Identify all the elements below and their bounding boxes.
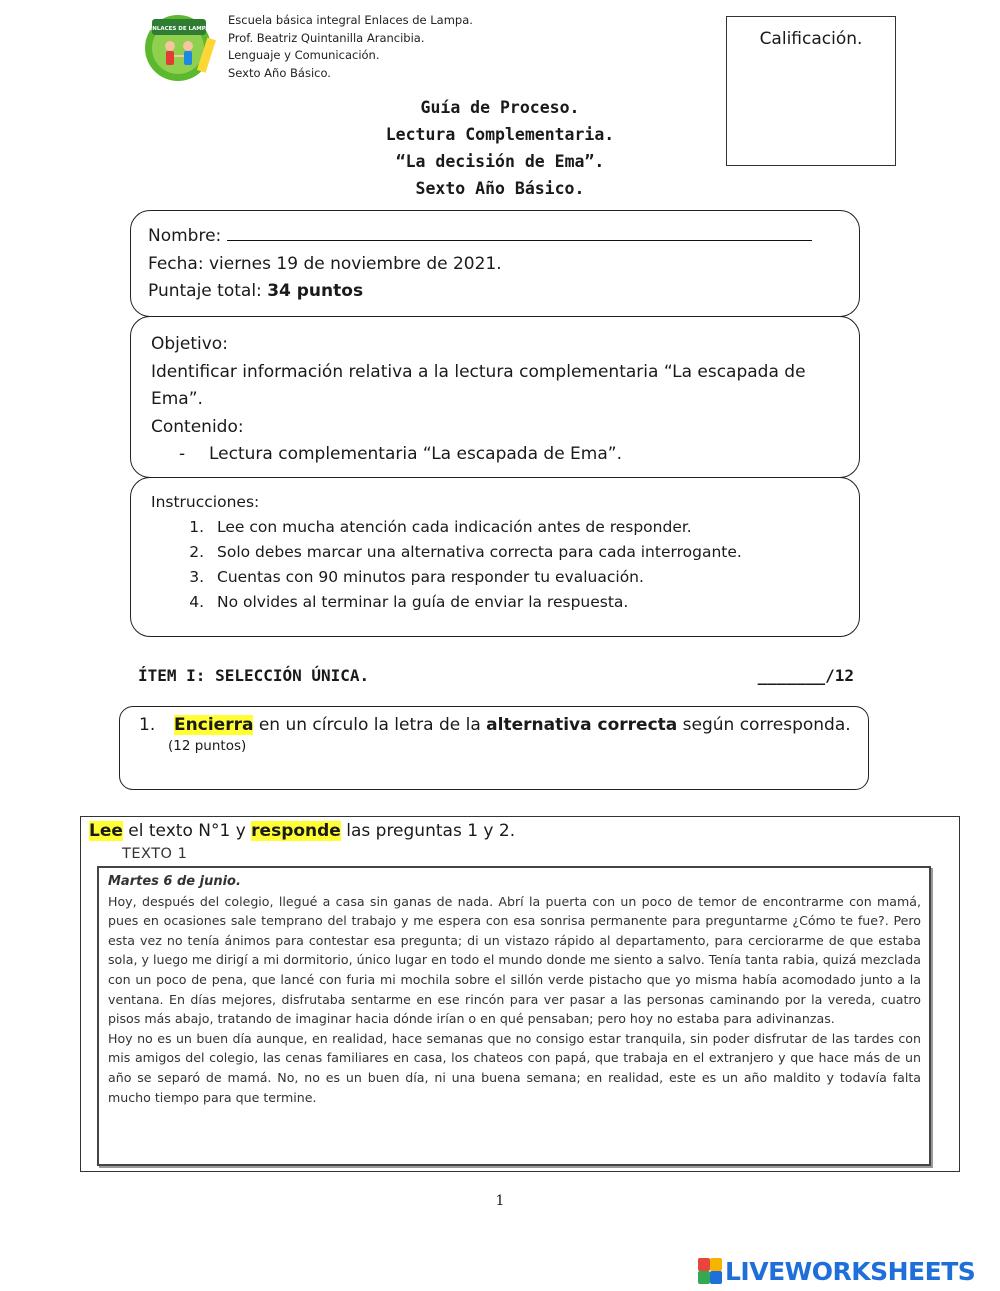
objective-box: [130, 316, 860, 478]
reading-text-box: [97, 866, 931, 1166]
story-paragraph-2: Hoy no es un buen día aunque, en realidad, hace semanas que no consigo estar tranquila, sin poder disfrutar de las tardes con mis amigos del colegio, las cenas familiares en casa, los chateos con papá, que trabaja en el extranjero y que hace más de un año se separó de mamá. No, no es un buen día, ni una buena semana; en realidad, este es un año maldito y todavía falta mucho tiempo para que termine.: [108, 1030, 921, 1105]
brand-name: LIVEWORKSHEETS: [725, 1256, 976, 1286]
story-paragraph-1: Hoy, después del colegio, llegué a casa sin ganas de nada. Abrí la puerta con un poco de temor de encontrarme con mamá, pues en ocasiones sale temprano del trabajo y me espera con esa sonrisa permanente para preguntarme ¿Cómo te fue?. Pero esta vez no tenía ánimos para contestar esa pregunta; di un vistazo rápido al departamento, para cerciorarme de que estaba sola, y luego me dirigí a mi dormitorio, único lugar en todo el mundo donde me siento a salvo. Tenía tanta rabia, quizá mezclada con un poco de pena, que lancé con furia mi mochila sobre el sillón verde pistacho que yo misma había acomodado junto a la ventana. En días mejores, disfrutaba sentarme en ese rincón para ver pasar a las personas caminando por la vereda, cuatro pisos más abajo, tratando de imaginar hacia dónde irían o en qué pensaban; pero hoy no estaba para adivinanzas.: [108, 893, 921, 1027]
instructions-label: Instrucciones:: [151, 493, 260, 511]
liveworksheets-brand[interactable]: [698, 1256, 975, 1286]
content-item: - Lectura complementaria “La escapada de Ema”.: [179, 444, 622, 464]
score-value: 34 puntos: [267, 281, 364, 301]
liveworksheets-icon: [698, 1258, 722, 1284]
school-logo: [138, 10, 224, 82]
question-bold: alternativa correcta: [486, 715, 678, 735]
title-line: Sexto Año Básico.: [415, 179, 585, 198]
grade-level: Sexto Año Básico.: [228, 65, 331, 80]
list-item: 4. No olvides al terminar la guía de enviar la respuesta.: [209, 590, 859, 615]
question-1-text: [120, 707, 868, 735]
subject: Lenguaje y Comunicación.: [228, 48, 380, 62]
question-number: 1.: [139, 715, 156, 735]
student-info-box: [130, 210, 860, 317]
name-label: Nombre:: [148, 226, 222, 246]
objective-label: Objetivo:: [151, 334, 228, 354]
title-line: “La decisión de Ema”.: [395, 152, 605, 171]
objective-text: Identificar información relativa a la lectura complementaria “La escapada de Ema”.: [151, 361, 806, 409]
item-title: ÍTEM I: SELECCIÓN ÚNICA.: [138, 666, 370, 685]
school-name: Escuela básica integral Enlaces de Lampa.: [228, 13, 473, 27]
instructions-box: [130, 477, 860, 637]
content-label: Contenido:: [151, 416, 244, 437]
item-header: [138, 666, 854, 685]
highlight-encierra: Encierra: [174, 715, 254, 735]
date-line: Fecha: viernes 19 de noviembre de 2021.: [148, 253, 502, 274]
name-line[interactable]: [227, 224, 812, 241]
school-info: [228, 12, 473, 82]
texto-label: TEXTO 1: [122, 846, 188, 862]
question-text-end: según corresponda.: [677, 715, 851, 735]
page-number: 1: [495, 1193, 505, 1209]
logo-text: ENLACES DE LAMPA: [148, 26, 210, 32]
instructions-list: [131, 515, 859, 615]
question-points: (12 puntos): [168, 738, 247, 754]
highlight-lee: Lee: [89, 821, 123, 841]
highlight-responde: responde: [251, 821, 341, 841]
item-score[interactable]: _______/12: [757, 666, 854, 685]
title-line: Lectura Complementaria.: [385, 125, 615, 144]
name-row: [148, 223, 859, 251]
page-title: [0, 94, 1000, 202]
grade-label: Calificación.: [759, 29, 863, 49]
score-label: Puntaje total:: [148, 281, 262, 301]
title-line: Guía de Proceso.: [420, 98, 580, 117]
question-1-box: [119, 706, 869, 790]
question-text: en un círculo la letra de la: [253, 715, 487, 735]
reading-instruction: Lee el texto N°1 y responde las preguntas 1 y 2.: [89, 821, 516, 841]
list-item: 1. Lee con mucha atención cada indicación antes de responder.: [209, 515, 859, 540]
list-item: 3. Cuentas con 90 minutos para responder tu evaluación.: [209, 565, 859, 590]
score-row: [148, 278, 859, 306]
list-item: 2. Solo debes marcar una alternativa correcta para cada interrogante.: [209, 540, 859, 565]
teacher-name: Prof. Beatriz Quintanilla Arancibia.: [228, 30, 425, 45]
story-date: Martes 6 de junio.: [108, 874, 241, 889]
